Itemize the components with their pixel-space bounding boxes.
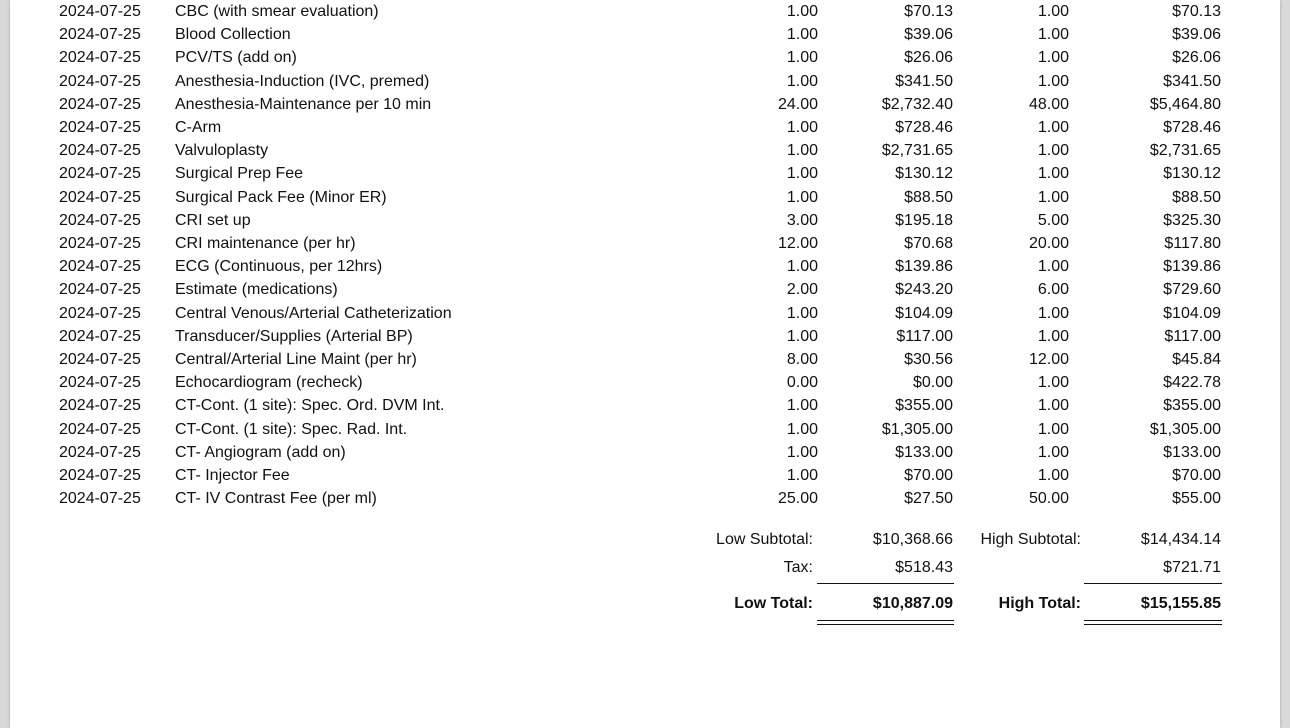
- row-high-price: $729.60: [1163, 281, 1221, 299]
- high-subtotal-label: High Subtotal:: [980, 531, 1081, 548]
- row-low-qty: 12.00: [777, 235, 818, 252]
- low-tax-value: $518.43: [895, 559, 953, 576]
- row-low-price: $1,305.00: [881, 420, 953, 438]
- row-high-qty: 1.00: [1037, 188, 1069, 206]
- row-date: 2024-07-25: [59, 95, 141, 113]
- low-total-rule: [817, 583, 954, 584]
- row-high-qty: 1.00: [1037, 467, 1069, 484]
- row-low-price: $0.00: [912, 374, 953, 392]
- row-description: C-Arm: [175, 119, 222, 136]
- low-total-value: $10,887.09: [872, 595, 953, 612]
- row-low-price: $243.20: [895, 281, 953, 299]
- row-high-qty: 1.00: [1037, 72, 1069, 90]
- row-date: 2024-07-25: [59, 165, 141, 183]
- table-row: [10, 139, 1280, 162]
- row-low-qty: 1.00: [786, 142, 818, 160]
- row-date: 2024-07-25: [59, 3, 141, 20]
- row-description: CT- Angiogram (add on): [175, 443, 346, 461]
- row-high-qty: 1.00: [1037, 327, 1069, 345]
- high-subtotal-value: $14,434.14: [1140, 531, 1221, 548]
- table-row: [10, 162, 1280, 185]
- table-row: [10, 186, 1280, 209]
- row-high-qty: 1.00: [1037, 397, 1069, 415]
- row-low-price: $70.13: [904, 3, 953, 20]
- row-high-qty: 6.00: [1037, 281, 1069, 299]
- row-date: 2024-07-25: [59, 211, 141, 229]
- table-row: [10, 46, 1280, 69]
- row-high-price: $5,464.80: [1149, 95, 1221, 113]
- tax-label: Tax:: [783, 559, 813, 576]
- row-high-qty: 1.00: [1037, 443, 1069, 461]
- row-low-price: $195.18: [895, 211, 953, 229]
- row-high-qty: 5.00: [1037, 211, 1069, 229]
- estimate-page: [10, 0, 1280, 728]
- row-low-price: $2,731.65: [881, 142, 953, 160]
- row-low-price: $2,732.40: [881, 95, 953, 113]
- table-row: [10, 418, 1280, 441]
- row-description: Central/Arterial Line Maint (per hr): [175, 351, 417, 368]
- row-description: Transducer/Supplies (Arterial BP): [175, 327, 413, 345]
- row-description: CT-Cont. (1 site): Spec. Ord. DVM Int.: [175, 397, 445, 415]
- table-row: [10, 232, 1280, 255]
- row-high-qty: 1.00: [1037, 49, 1069, 67]
- high-total-label: High Total:: [998, 595, 1081, 612]
- row-description: Blood Collection: [175, 26, 291, 44]
- row-low-price: $341.50: [895, 72, 953, 90]
- row-low-qty: 1.00: [786, 72, 818, 90]
- row-low-price: $26.06: [904, 49, 953, 67]
- row-low-qty: 1.00: [786, 188, 818, 206]
- row-description: Central Venous/Arterial Catheterization: [175, 304, 452, 322]
- row-date: 2024-07-25: [59, 467, 141, 484]
- high-total-value: $15,155.85: [1140, 595, 1221, 612]
- row-description: Echocardiogram (recheck): [175, 374, 363, 392]
- row-low-qty: 0.00: [786, 374, 818, 392]
- row-low-qty: 1.00: [786, 420, 818, 438]
- row-high-price: $139.86: [1163, 258, 1221, 276]
- row-description: CT- IV Contrast Fee (per ml): [175, 490, 377, 508]
- row-description: CRI maintenance (per hr): [175, 235, 356, 252]
- row-date: 2024-07-25: [59, 327, 141, 345]
- row-high-qty: 50.00: [1028, 490, 1069, 508]
- row-date: 2024-07-25: [59, 119, 141, 136]
- low-subtotal-value: $10,368.66: [872, 531, 953, 548]
- row-high-price: $45.84: [1172, 351, 1221, 368]
- row-low-price: $355.00: [895, 397, 953, 415]
- row-description: Anesthesia-Maintenance per 10 min: [175, 95, 432, 113]
- row-low-qty: 1.00: [786, 258, 818, 276]
- row-low-price: $728.46: [895, 119, 953, 136]
- table-row: [10, 487, 1280, 510]
- row-low-qty: 25.00: [777, 490, 818, 508]
- row-high-price: $422.78: [1163, 374, 1221, 392]
- row-description: CRI set up: [175, 211, 251, 229]
- row-low-qty: 3.00: [786, 211, 818, 229]
- row-date: 2024-07-25: [59, 258, 141, 276]
- high-total-rule: [1084, 583, 1222, 584]
- table-row: [10, 302, 1280, 325]
- row-low-qty: 8.00: [786, 351, 818, 368]
- row-description: Valvuloplasty: [175, 142, 269, 160]
- row-low-price: $39.06: [904, 26, 953, 44]
- row-date: 2024-07-25: [59, 351, 141, 368]
- row-high-price: $341.50: [1163, 72, 1221, 90]
- row-high-qty: 1.00: [1037, 3, 1069, 20]
- row-high-qty: 1.00: [1037, 119, 1069, 136]
- row-date: 2024-07-25: [59, 397, 141, 415]
- row-high-price: $26.06: [1172, 49, 1221, 67]
- row-date: 2024-07-25: [59, 304, 141, 322]
- high-tax-value: $721.71: [1163, 559, 1221, 576]
- row-low-qty: 1.00: [786, 397, 818, 415]
- row-low-qty: 24.00: [777, 95, 818, 113]
- row-date: 2024-07-25: [59, 72, 141, 90]
- row-low-qty: 1.00: [786, 327, 818, 345]
- table-row: [10, 209, 1280, 232]
- row-high-price: $70.00: [1172, 467, 1221, 484]
- row-description: CT-Cont. (1 site): Spec. Rad. Int.: [175, 420, 408, 438]
- row-low-qty: 1.00: [786, 3, 818, 20]
- row-high-price: $104.09: [1163, 304, 1221, 322]
- row-description: CBC (with smear evaluation): [175, 3, 379, 20]
- row-high-qty: 20.00: [1028, 235, 1069, 252]
- row-low-price: $133.00: [895, 443, 953, 461]
- row-low-price: $139.86: [895, 258, 953, 276]
- row-date: 2024-07-25: [59, 49, 141, 67]
- row-date: 2024-07-25: [59, 235, 141, 252]
- row-low-qty: 2.00: [786, 281, 818, 299]
- row-date: 2024-07-25: [59, 142, 141, 160]
- row-low-qty: 1.00: [786, 49, 818, 67]
- row-date: 2024-07-25: [59, 26, 141, 44]
- row-high-qty: 1.00: [1037, 258, 1069, 276]
- row-high-price: $133.00: [1163, 443, 1221, 461]
- row-high-qty: 1.00: [1037, 420, 1069, 438]
- table-row: [10, 441, 1280, 464]
- row-high-price: $117.00: [1164, 327, 1221, 345]
- row-low-price: $70.68: [904, 235, 953, 252]
- row-date: 2024-07-25: [59, 443, 141, 461]
- row-high-price: $55.00: [1172, 490, 1221, 508]
- row-low-qty: 1.00: [786, 467, 818, 484]
- row-low-qty: 1.00: [786, 26, 818, 44]
- row-high-price: $130.12: [1163, 165, 1221, 183]
- row-high-qty: 48.00: [1028, 95, 1069, 113]
- row-high-qty: 1.00: [1037, 374, 1069, 392]
- table-row: [10, 93, 1280, 116]
- low-total-double-rule: [817, 620, 954, 625]
- row-date: 2024-07-25: [59, 281, 141, 299]
- row-description: ECG (Continuous, per 12hrs): [175, 258, 383, 276]
- row-date: 2024-07-25: [59, 420, 141, 438]
- row-high-price: $70.13: [1172, 3, 1221, 20]
- row-date: 2024-07-25: [59, 490, 141, 508]
- row-low-qty: 1.00: [786, 304, 818, 322]
- row-low-price: $30.56: [904, 351, 953, 368]
- row-high-price: $88.50: [1172, 188, 1221, 206]
- low-subtotal-label: Low Subtotal:: [716, 531, 813, 548]
- table-row: [10, 255, 1280, 278]
- row-high-price: $728.46: [1163, 119, 1221, 136]
- table-row: [10, 70, 1280, 93]
- row-date: 2024-07-25: [59, 188, 141, 206]
- high-total-double-rule: [1084, 620, 1222, 625]
- row-date: 2024-07-25: [59, 374, 141, 392]
- row-description: CT- Injector Fee: [175, 467, 290, 484]
- row-high-price: $1,305.00: [1149, 420, 1221, 438]
- row-low-price: $117.00: [896, 327, 953, 345]
- row-high-qty: 1.00: [1037, 142, 1069, 160]
- row-description: Surgical Prep Fee: [175, 165, 304, 183]
- row-high-qty: 1.00: [1037, 26, 1069, 44]
- row-high-price: $2,731.65: [1149, 142, 1221, 160]
- row-high-qty: 1.00: [1037, 165, 1069, 183]
- table-row: [10, 394, 1280, 417]
- row-high-price: $117.80: [1164, 235, 1221, 252]
- low-total-label: Low Total:: [734, 595, 813, 612]
- row-high-price: $39.06: [1172, 26, 1221, 44]
- row-description: PCV/TS (add on): [175, 49, 297, 67]
- row-low-qty: 1.00: [786, 443, 818, 461]
- table-row: [10, 23, 1280, 46]
- row-high-qty: 1.00: [1037, 304, 1069, 322]
- table-row: [10, 464, 1280, 487]
- row-low-price: $70.00: [904, 467, 953, 484]
- table-row: [10, 325, 1280, 348]
- table-row: [10, 371, 1280, 394]
- row-description: Anesthesia-Induction (IVC, premed): [175, 72, 430, 90]
- table-row: [10, 0, 1280, 23]
- row-high-price: $325.30: [1163, 211, 1221, 229]
- row-description: Estimate (medications): [175, 281, 338, 299]
- row-low-price: $88.50: [904, 188, 953, 206]
- row-high-price: $355.00: [1163, 397, 1221, 415]
- table-row: [10, 278, 1280, 301]
- row-low-price: $104.09: [895, 304, 953, 322]
- row-low-price: $27.50: [904, 490, 953, 508]
- table-row: [10, 348, 1280, 371]
- table-row: [10, 116, 1280, 139]
- row-description: Surgical Pack Fee (Minor ER): [175, 188, 387, 206]
- row-low-qty: 1.00: [786, 165, 818, 183]
- row-low-price: $130.12: [895, 165, 953, 183]
- row-low-qty: 1.00: [786, 119, 818, 136]
- row-high-qty: 12.00: [1028, 351, 1069, 368]
